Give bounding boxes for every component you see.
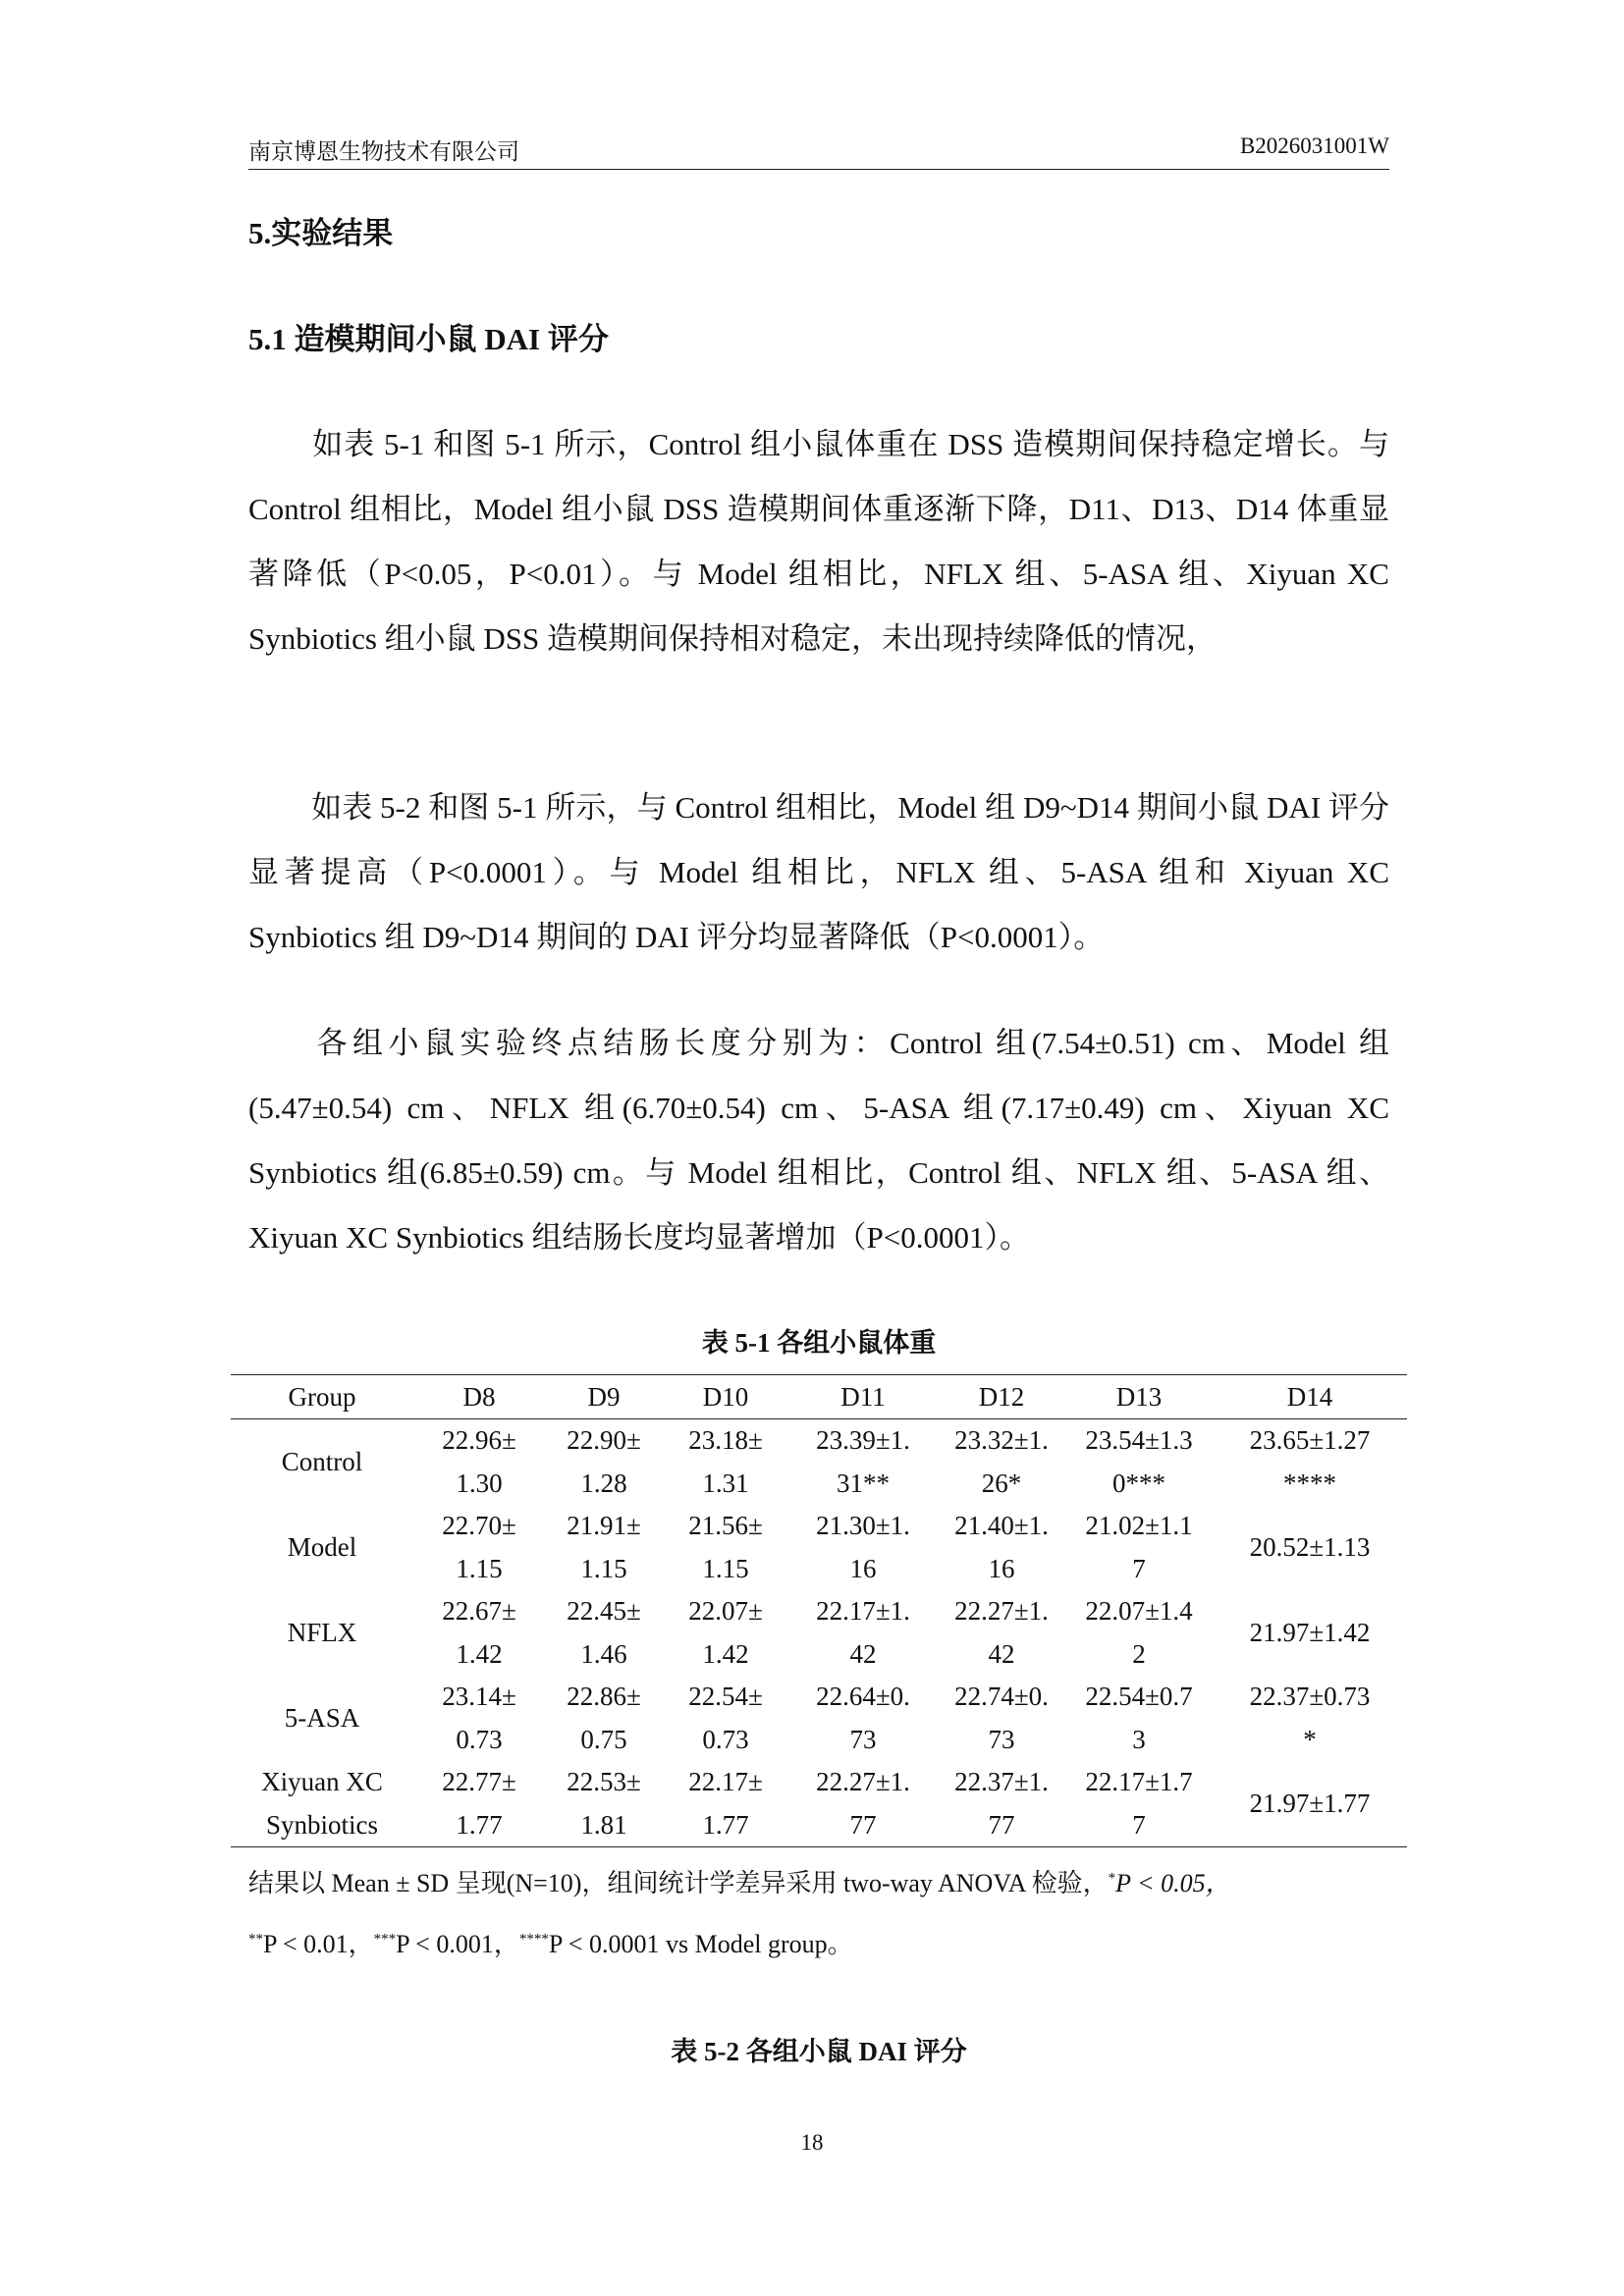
table-cell: 21.30±1. (816, 1511, 910, 1540)
table-cell: 1.77 (413, 1804, 545, 1847)
table-cell: 0.75 (580, 1724, 627, 1754)
table-cell: 23.32±1. (954, 1425, 1049, 1455)
table-cell: 1.15 (702, 1553, 749, 1583)
table-header-cell: Group (231, 1375, 413, 1419)
paragraph-body-weight (248, 412, 1389, 671)
table-header-cell: D13 (1065, 1375, 1213, 1419)
table-note-line2 (248, 1924, 1389, 1960)
table-cell: 42 (988, 1638, 1015, 1669)
table-cell: 26* (981, 1468, 1022, 1498)
paragraph-body-weight-text: 如表 5-1 和图 5-1 所示，Control 组小鼠体重在 DSS 造模期间保持稳定增长。与 Control 组相比，Model 组小鼠 DSS 造模期间体重逐渐下降，D11、D13、D14 体重显著降低（P<0.05，P<0.01）。与 Model 组相比，NFLX 组、5-ASA 组、Xiyuan XC Synbiotics 组小鼠 DSS 造模期间保持相对稳定，未出现持续降低的情况， (248, 427, 1389, 656)
paragraph-colon-length (248, 1011, 1389, 1270)
table-cell: 21.97±1.42 (1249, 1617, 1371, 1647)
table-cell: * (1303, 1724, 1317, 1754)
table-header-cell: D10 (663, 1375, 788, 1419)
group-cell: Xiyuan XC (261, 1767, 383, 1796)
table-cell: 1.46 (580, 1638, 627, 1669)
table2-caption: 表 5-2 各组小鼠 DAI 评分 (671, 2037, 967, 2066)
paragraph-colon-length-text: 各组小鼠实验终点结肠长度分别为：Control 组(7.54±0.51) cm、Model 组(5.47±0.54) cm、NFLX 组(6.70±0.54) cm、5-ASA 组(7.17±0.49) cm、Xiyuan XC Synbiotics 组(6.85±0.59) cm。与 Model 组相比，Control 组、NFLX 组、5-ASA 组、Xiyuan XC Synbiotics 组结肠长度均显著增加（P<0.0001）。 (248, 1026, 1389, 1255)
table-cell: 0.73 (702, 1724, 749, 1754)
table-cell: 22.07± (688, 1596, 763, 1626)
table-cell: 77 (788, 1804, 938, 1847)
paragraph-dai-score (248, 775, 1389, 970)
note-sup: * (1108, 1870, 1116, 1887)
document-id: B2026031001W (1239, 133, 1389, 158)
table-cell: 22.70± (442, 1511, 516, 1540)
subsection-title: 5.1 造模期间小鼠 DAI 评分 (248, 322, 609, 356)
section-title: 5.实验结果 (248, 216, 394, 250)
table-cell: 22.74±0. (954, 1682, 1049, 1711)
note-sig: P < 0.001， (396, 1930, 519, 1958)
table1-caption: 表 5-1 各组小鼠体重 (701, 1328, 937, 1358)
note-sig: P < 0.01， (263, 1930, 374, 1958)
table-cell: 20.52±1.13 (1249, 1531, 1371, 1562)
page-header (248, 130, 1389, 170)
table-row (231, 1590, 1407, 1633)
table-cell: 23.54±1.3 (1085, 1425, 1193, 1455)
table-cell: 73 (849, 1724, 877, 1754)
table-cell: 22.67± (442, 1596, 516, 1626)
table-cell: 77 (938, 1804, 1065, 1847)
table-cell: 23.65±1.27 (1249, 1425, 1371, 1455)
company-name: 南京博恩生物技术有限公司 (248, 139, 519, 164)
page-number: 18 (800, 2130, 824, 2155)
table-cell: 21.02±1.1 (1085, 1511, 1193, 1540)
table-cell: 31** (837, 1468, 890, 1498)
group-cell: Model (287, 1531, 357, 1562)
table-cell: 16 (988, 1553, 1015, 1583)
table-cell: 1.42 (456, 1638, 503, 1669)
table-header-cell: D9 (545, 1375, 663, 1419)
table-cell: 22.27±1. (816, 1767, 910, 1796)
table-cell: 1.15 (456, 1553, 503, 1583)
table-header-cell: D12 (938, 1375, 1065, 1419)
table-cell: 0*** (1112, 1468, 1165, 1498)
table-header-row (231, 1375, 1407, 1419)
note-sup: **** (518, 1931, 549, 1948)
table-cell: 22.96± (442, 1425, 516, 1455)
table-cell: 22.54±0.7 (1085, 1682, 1193, 1711)
table-row (231, 1505, 1407, 1548)
table-cell: 1.77 (663, 1804, 788, 1847)
table-cell: 7 (1132, 1553, 1146, 1583)
table-cell: 2 (1132, 1638, 1146, 1669)
table-cell: 1.81 (545, 1804, 663, 1847)
table-cell: 21.40±1. (954, 1511, 1049, 1540)
table-cell: 22.37±0.73 (1249, 1682, 1371, 1711)
table-header-cell: D8 (413, 1375, 545, 1419)
table-cell: 73 (988, 1724, 1015, 1754)
table-cell: 23.39±1. (816, 1425, 910, 1455)
table-cell: 0.73 (456, 1724, 503, 1754)
table-cell: 22.27±1. (954, 1596, 1049, 1626)
table-row (231, 1419, 1407, 1463)
note-method-text: 结果以 Mean ± SD 呈现(N=10)，组间统计学差异采用 two-way ANOVA 检验， (248, 1869, 1109, 1897)
table-cell: 21.91± (567, 1511, 641, 1540)
note-sig: P < 0.0001 vs Model group。 (548, 1930, 853, 1958)
table-cell: 22.53± (567, 1767, 641, 1796)
table-cell: 22.64±0. (816, 1682, 910, 1711)
table-cell: 21.56± (688, 1511, 763, 1540)
table-cell: 22.90± (567, 1425, 641, 1455)
table-cell: 22.17±1.7 (1085, 1767, 1193, 1796)
group-cell: Control (281, 1446, 363, 1476)
table-cell: 22.37±1. (954, 1767, 1049, 1796)
table-note-line1 (248, 1863, 1389, 1899)
table-cell: 23.18± (688, 1425, 763, 1455)
table-cell: 22.45± (567, 1596, 641, 1626)
table-cell: 21.97±1.77 (1213, 1761, 1407, 1847)
table-cell: 22.17±1. (816, 1596, 910, 1626)
table-cell: 22.17± (688, 1767, 763, 1796)
paragraph-dai-score-text: 如表 5-2 和图 5-1 所示，与 Control 组相比，Model 组 D9~D14 期间小鼠 DAI 评分显著提高（P<0.0001）。与 Model 组相比，NFLX 组、5-ASA 组和 Xiyuan XC Synbiotics 组 D9~D14 期间的 DAI 评分均显著降低（P<0.0001）。 (248, 790, 1389, 954)
note-sup: ** (248, 1931, 263, 1948)
group-cell: Synbiotics (231, 1804, 413, 1847)
table-cell: 1.15 (580, 1553, 627, 1583)
table-cell: 22.07±1.4 (1085, 1596, 1193, 1626)
table-cell: 22.86± (567, 1682, 641, 1711)
table-cell: 1.31 (702, 1468, 749, 1498)
table-cell: 22.77± (442, 1767, 516, 1796)
table-row (231, 1761, 1407, 1804)
table-cell: 1.42 (702, 1638, 749, 1669)
note-sup: *** (373, 1931, 397, 1948)
table-cell: 22.54± (688, 1682, 763, 1711)
table-cell: 23.14± (442, 1682, 516, 1711)
group-cell: NFLX (287, 1617, 357, 1647)
table-cell: **** (1283, 1468, 1336, 1498)
table-cell: 42 (849, 1638, 877, 1669)
table-row (231, 1676, 1407, 1719)
group-cell: 5-ASA (284, 1702, 360, 1733)
body-weight-table (231, 1374, 1407, 1847)
table-cell: 1.30 (456, 1468, 503, 1498)
table-cell: 1.28 (580, 1468, 627, 1498)
table-cell: 3 (1132, 1724, 1146, 1754)
table-cell: 16 (849, 1553, 877, 1583)
table-header-cell: D11 (788, 1375, 938, 1419)
table-header-cell: D14 (1213, 1375, 1407, 1419)
note-sig: P < 0.05， (1115, 1869, 1231, 1897)
table-cell: 7 (1065, 1804, 1213, 1847)
